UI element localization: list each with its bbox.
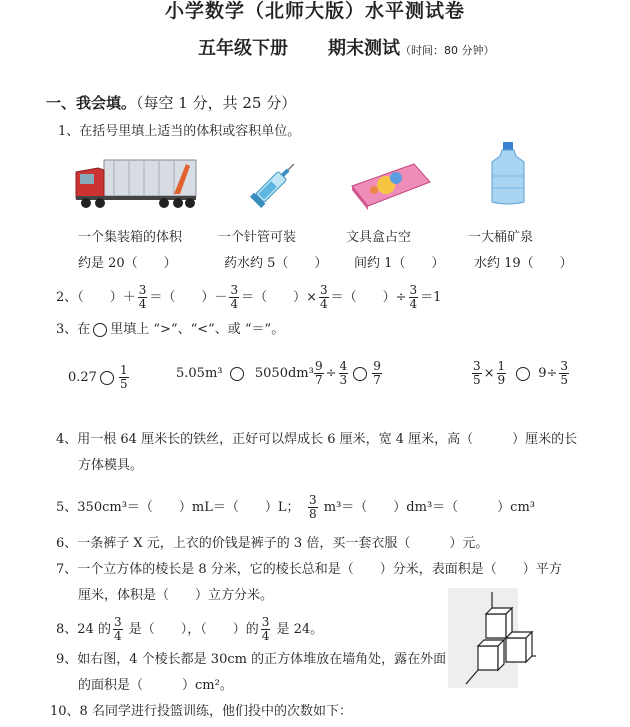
- numerator: 3: [309, 493, 317, 507]
- text-segment: 5、350cm³＝（ ）mL＝（ ）L；: [56, 500, 306, 515]
- caption-2-line1: 一个针管可装: [218, 230, 297, 245]
- fraction: [372, 360, 382, 387]
- stacked-cubes-figure: [448, 588, 536, 688]
- fraction: [229, 284, 239, 311]
- denominator: 3: [339, 373, 348, 387]
- numerator: 3: [261, 615, 270, 629]
- question-8: [56, 616, 323, 643]
- text-segment: 里填上 “>”、“<”、或 “＝”。: [110, 322, 285, 337]
- denominator: 5: [473, 373, 481, 387]
- question-4-line2: 方体模具。: [78, 458, 144, 473]
- fraction: [119, 364, 129, 391]
- text-segment: ÷: [325, 366, 337, 381]
- fraction: [409, 284, 419, 311]
- time-limit: （时间：80 分钟）: [400, 44, 495, 57]
- denominator: 8: [309, 507, 317, 521]
- truck-container-image: [74, 158, 198, 210]
- text-segment: 5050dm³: [246, 366, 314, 381]
- exam-title: 小学数学（北师大版）水平测试卷: [164, 0, 465, 22]
- text-segment: 3、在: [56, 322, 91, 337]
- compare-circle-icon: [230, 367, 244, 381]
- fraction: [138, 284, 148, 311]
- question-9-line2: 的面积是（ ）cm²。: [78, 678, 233, 693]
- question-1: 1、在括号里填上适当的体积或容积单位。: [58, 124, 301, 139]
- question-4-line1: 4、用一根 64 厘米长的铁丝，正好可以焊成长 6 厘米，宽 4 厘米，高（ ）厘米的长: [56, 432, 578, 447]
- text-segment: 2、（ ）＋: [56, 290, 136, 305]
- compare-item-1: [68, 364, 131, 391]
- text-segment: ＝（ ）－: [149, 290, 228, 305]
- question-5: [56, 494, 535, 521]
- denominator: 5: [560, 373, 568, 387]
- section-note: （每空 1 分，共 25 分）: [136, 94, 297, 112]
- question-2: [56, 284, 441, 311]
- exam-type: [328, 34, 495, 60]
- compare-item-3: [312, 360, 384, 387]
- text-segment: 是 24。: [272, 622, 324, 637]
- compare-circle-icon: [353, 367, 367, 381]
- caption-2-line2: 药水约 5（ ）: [224, 256, 328, 271]
- syringe-image: [246, 156, 302, 212]
- question-7-line1: 7、一个立方体的棱长是 8 分米，它的棱长总和是（ ）分米，表面积是（ ）平方: [56, 562, 562, 577]
- section-heading: [46, 92, 296, 113]
- numerator: 3: [409, 283, 418, 297]
- numerator: 3: [319, 283, 328, 297]
- denominator: 7: [315, 373, 323, 387]
- numerator: 9: [373, 359, 381, 373]
- exam-label: 期末测试: [328, 38, 400, 59]
- question-3: [56, 320, 284, 340]
- water-jug-image: [488, 142, 528, 206]
- caption-4-line1: 一大桶矿泉: [468, 230, 534, 245]
- fraction: [339, 360, 349, 387]
- compare-circle-icon: [93, 323, 107, 337]
- text-segment: ×: [483, 366, 495, 381]
- text-segment: ＝1: [420, 290, 442, 305]
- text-segment: 0.27: [68, 370, 97, 385]
- text-segment: 8、24 的: [56, 622, 111, 637]
- fraction: [559, 360, 569, 387]
- denominator: 4: [409, 297, 418, 311]
- text-segment: 5.05m³: [176, 366, 227, 381]
- numerator: 4: [339, 359, 348, 373]
- text-segment: 9÷: [538, 366, 558, 381]
- caption-1-line2: 约是 20（ ）: [78, 256, 177, 271]
- fraction: [472, 360, 482, 387]
- numerator: 1: [119, 363, 128, 377]
- fraction: [314, 360, 324, 387]
- pencil-box-image: [348, 160, 432, 210]
- text-segment: ＝（ ）×: [241, 290, 317, 305]
- grade-label: 五年级下册: [198, 38, 288, 59]
- fraction: [261, 616, 271, 643]
- compare-circle-icon: [100, 371, 114, 385]
- fraction: [308, 494, 318, 521]
- fraction: [319, 284, 329, 311]
- text-segment: m³＝（ ）dm³＝（ ）cm³: [319, 500, 535, 515]
- numerator: 3: [560, 359, 568, 373]
- caption-3-line1: 文具盒占空: [346, 230, 412, 245]
- numerator: 3: [230, 283, 239, 297]
- numerator: 1: [497, 359, 506, 373]
- question-9-line1: 9、如右图，4 个棱长都是 30cm 的正方体堆放在墙角处，露在外面: [56, 652, 447, 667]
- compare-circle-icon: [516, 367, 530, 381]
- caption-3-line2: 间约 1（ ）: [354, 256, 445, 271]
- fraction: [497, 360, 507, 387]
- text-segment: ＝（ ）÷: [330, 290, 407, 305]
- question-6: 6、一条裤子 X 元，上衣的价钱是裤子的 3 倍，买一套衣服（ ）元。: [56, 536, 489, 551]
- numerator: 9: [315, 359, 323, 373]
- denominator: 4: [319, 297, 328, 311]
- fraction: [113, 616, 123, 643]
- numerator: 3: [138, 283, 147, 297]
- denominator: 4: [261, 629, 270, 643]
- numerator: 3: [113, 615, 122, 629]
- denominator: 4: [113, 629, 122, 643]
- denominator: 4: [138, 297, 147, 311]
- denominator: 4: [230, 297, 239, 311]
- numerator: 3: [473, 359, 481, 373]
- compare-item-4: [470, 360, 571, 387]
- text-segment: 是（ ），（ ）的: [124, 622, 259, 637]
- denominator: 5: [119, 377, 128, 391]
- caption-4-line2: 水约 19（ ）: [474, 256, 573, 271]
- section-title: 一、我会填。: [46, 94, 137, 112]
- denominator: 9: [497, 373, 506, 387]
- compare-item-2: [176, 364, 314, 384]
- question-10: 10、8 名同学进行投篮训练，他们投中的次数如下：: [50, 704, 352, 719]
- question-7-line2: 厘米，体积是（ ）立方分米。: [78, 588, 274, 603]
- denominator: 7: [373, 373, 381, 387]
- caption-1-line1: 一个集装箱的体积: [78, 230, 183, 245]
